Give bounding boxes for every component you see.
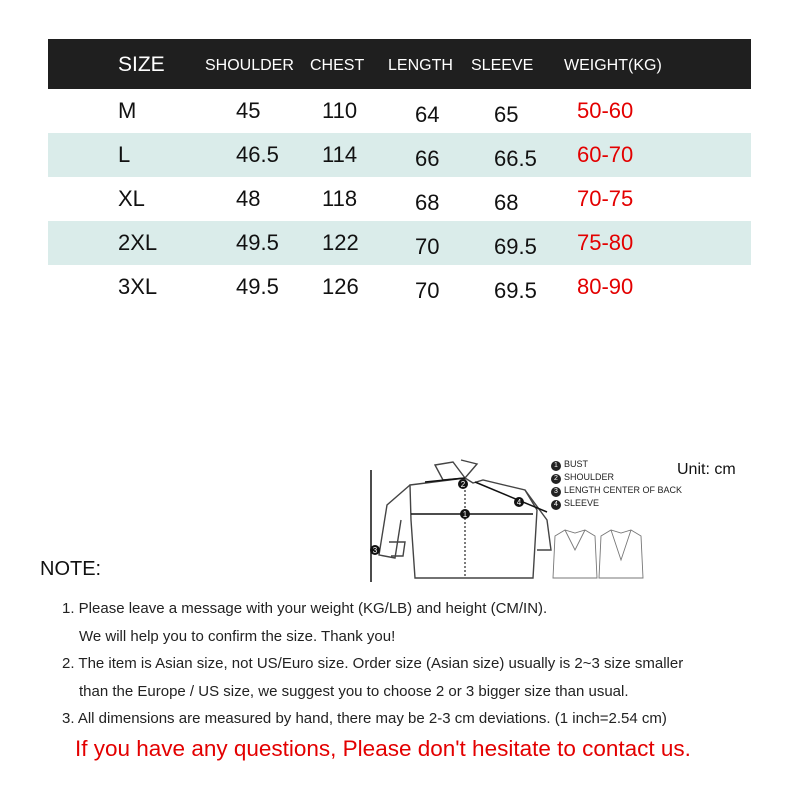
legend-number-icon: 1	[551, 461, 561, 471]
header-sleeve: SLEEVE	[471, 57, 534, 74]
legend-label: SHOULDER	[564, 472, 615, 482]
cell-chest: 110	[322, 98, 358, 123]
cell-size: L	[118, 142, 131, 167]
cell-weight: 75-80	[577, 230, 634, 255]
header-length: LENGTH	[388, 57, 453, 74]
table-row	[48, 221, 751, 265]
legend-number-icon: 4	[551, 500, 561, 510]
note-line: We will help you to confirm the size. Thank you!	[79, 627, 396, 645]
legend-item	[551, 484, 682, 497]
note-line: than the Europe / US size, we suggest you to choose 2 or 3 bigger size than usual.	[79, 682, 629, 700]
legend-number-icon: 2	[551, 474, 561, 484]
cell-chest: 122	[322, 230, 359, 255]
legend-label: BUST	[564, 459, 589, 469]
cell-length: 70	[415, 278, 440, 303]
legend-label: SLEEVE	[564, 498, 600, 508]
header-chest: CHEST	[310, 57, 365, 74]
cell-weight: 50-60	[577, 98, 634, 123]
cell-length: 70	[415, 234, 440, 259]
notes-list	[62, 595, 683, 733]
table-row	[48, 177, 751, 221]
header-shoulder: SHOULDER	[205, 57, 294, 74]
marker-shoulder-label: 2	[460, 480, 466, 489]
unit-label: Unit: cm	[677, 461, 736, 478]
legend-item	[551, 497, 682, 510]
cell-shoulder: 45	[236, 98, 261, 123]
cell-sleeve: 68	[494, 190, 519, 215]
cell-sleeve: 69.5	[494, 234, 537, 259]
cell-chest: 118	[322, 186, 358, 211]
table-row	[48, 133, 751, 177]
contact-message: If you have any questions, Please don't hesitate to contact us.	[75, 736, 691, 761]
cell-length: 64	[415, 102, 440, 127]
measurement-legend	[551, 458, 682, 510]
marker-sleeve-label: 4	[516, 498, 522, 507]
cell-size: 3XL	[118, 274, 158, 299]
cell-size: XL	[118, 186, 145, 211]
cell-shoulder: 46.5	[236, 142, 279, 167]
cell-sleeve: 69.5	[494, 278, 537, 303]
cell-chest: 114	[322, 142, 358, 167]
header-weight: WEIGHT(KG)	[564, 57, 662, 74]
cell-sleeve: 65	[494, 102, 519, 127]
cell-weight: 60-70	[577, 142, 634, 167]
marker-bust-label: 1	[462, 510, 468, 519]
cell-shoulder: 49.5	[236, 230, 279, 255]
cell-size: M	[118, 98, 137, 123]
marker-length-label: 3	[372, 546, 378, 555]
cell-shoulder: 48	[236, 186, 261, 211]
table-row	[48, 89, 751, 133]
legend-label: LENGTH CENTER OF BACK	[564, 485, 683, 495]
table-row	[48, 265, 751, 309]
note-line: 2. The item is Asian size, not US/Euro size. Order size (Asian size) usually is 2~3 size smaller	[62, 655, 684, 672]
cell-size: 2XL	[118, 230, 158, 255]
size-chart-table	[48, 39, 751, 309]
note-line: 1. Please leave a message with your weight (KG/LB) and height (CM/IN).	[62, 600, 548, 617]
cell-chest: 126	[322, 274, 359, 299]
legend-number-icon: 3	[551, 487, 561, 497]
note-line: 3. All dimensions are measured by hand, there may be 2-3 cm deviations. (1 inch=2.54 cm)	[62, 710, 667, 727]
cell-sleeve: 66.5	[494, 146, 537, 171]
header-size: SIZE	[118, 53, 165, 76]
cell-length: 68	[415, 190, 440, 215]
legend-item	[551, 471, 682, 484]
table-header	[48, 39, 751, 89]
cell-length: 66	[415, 146, 440, 171]
note-title: NOTE:	[40, 558, 102, 580]
cell-weight: 80-90	[577, 274, 634, 299]
cell-shoulder: 49.5	[236, 274, 279, 299]
legend-item	[551, 458, 682, 471]
cell-weight: 70-75	[577, 186, 634, 211]
